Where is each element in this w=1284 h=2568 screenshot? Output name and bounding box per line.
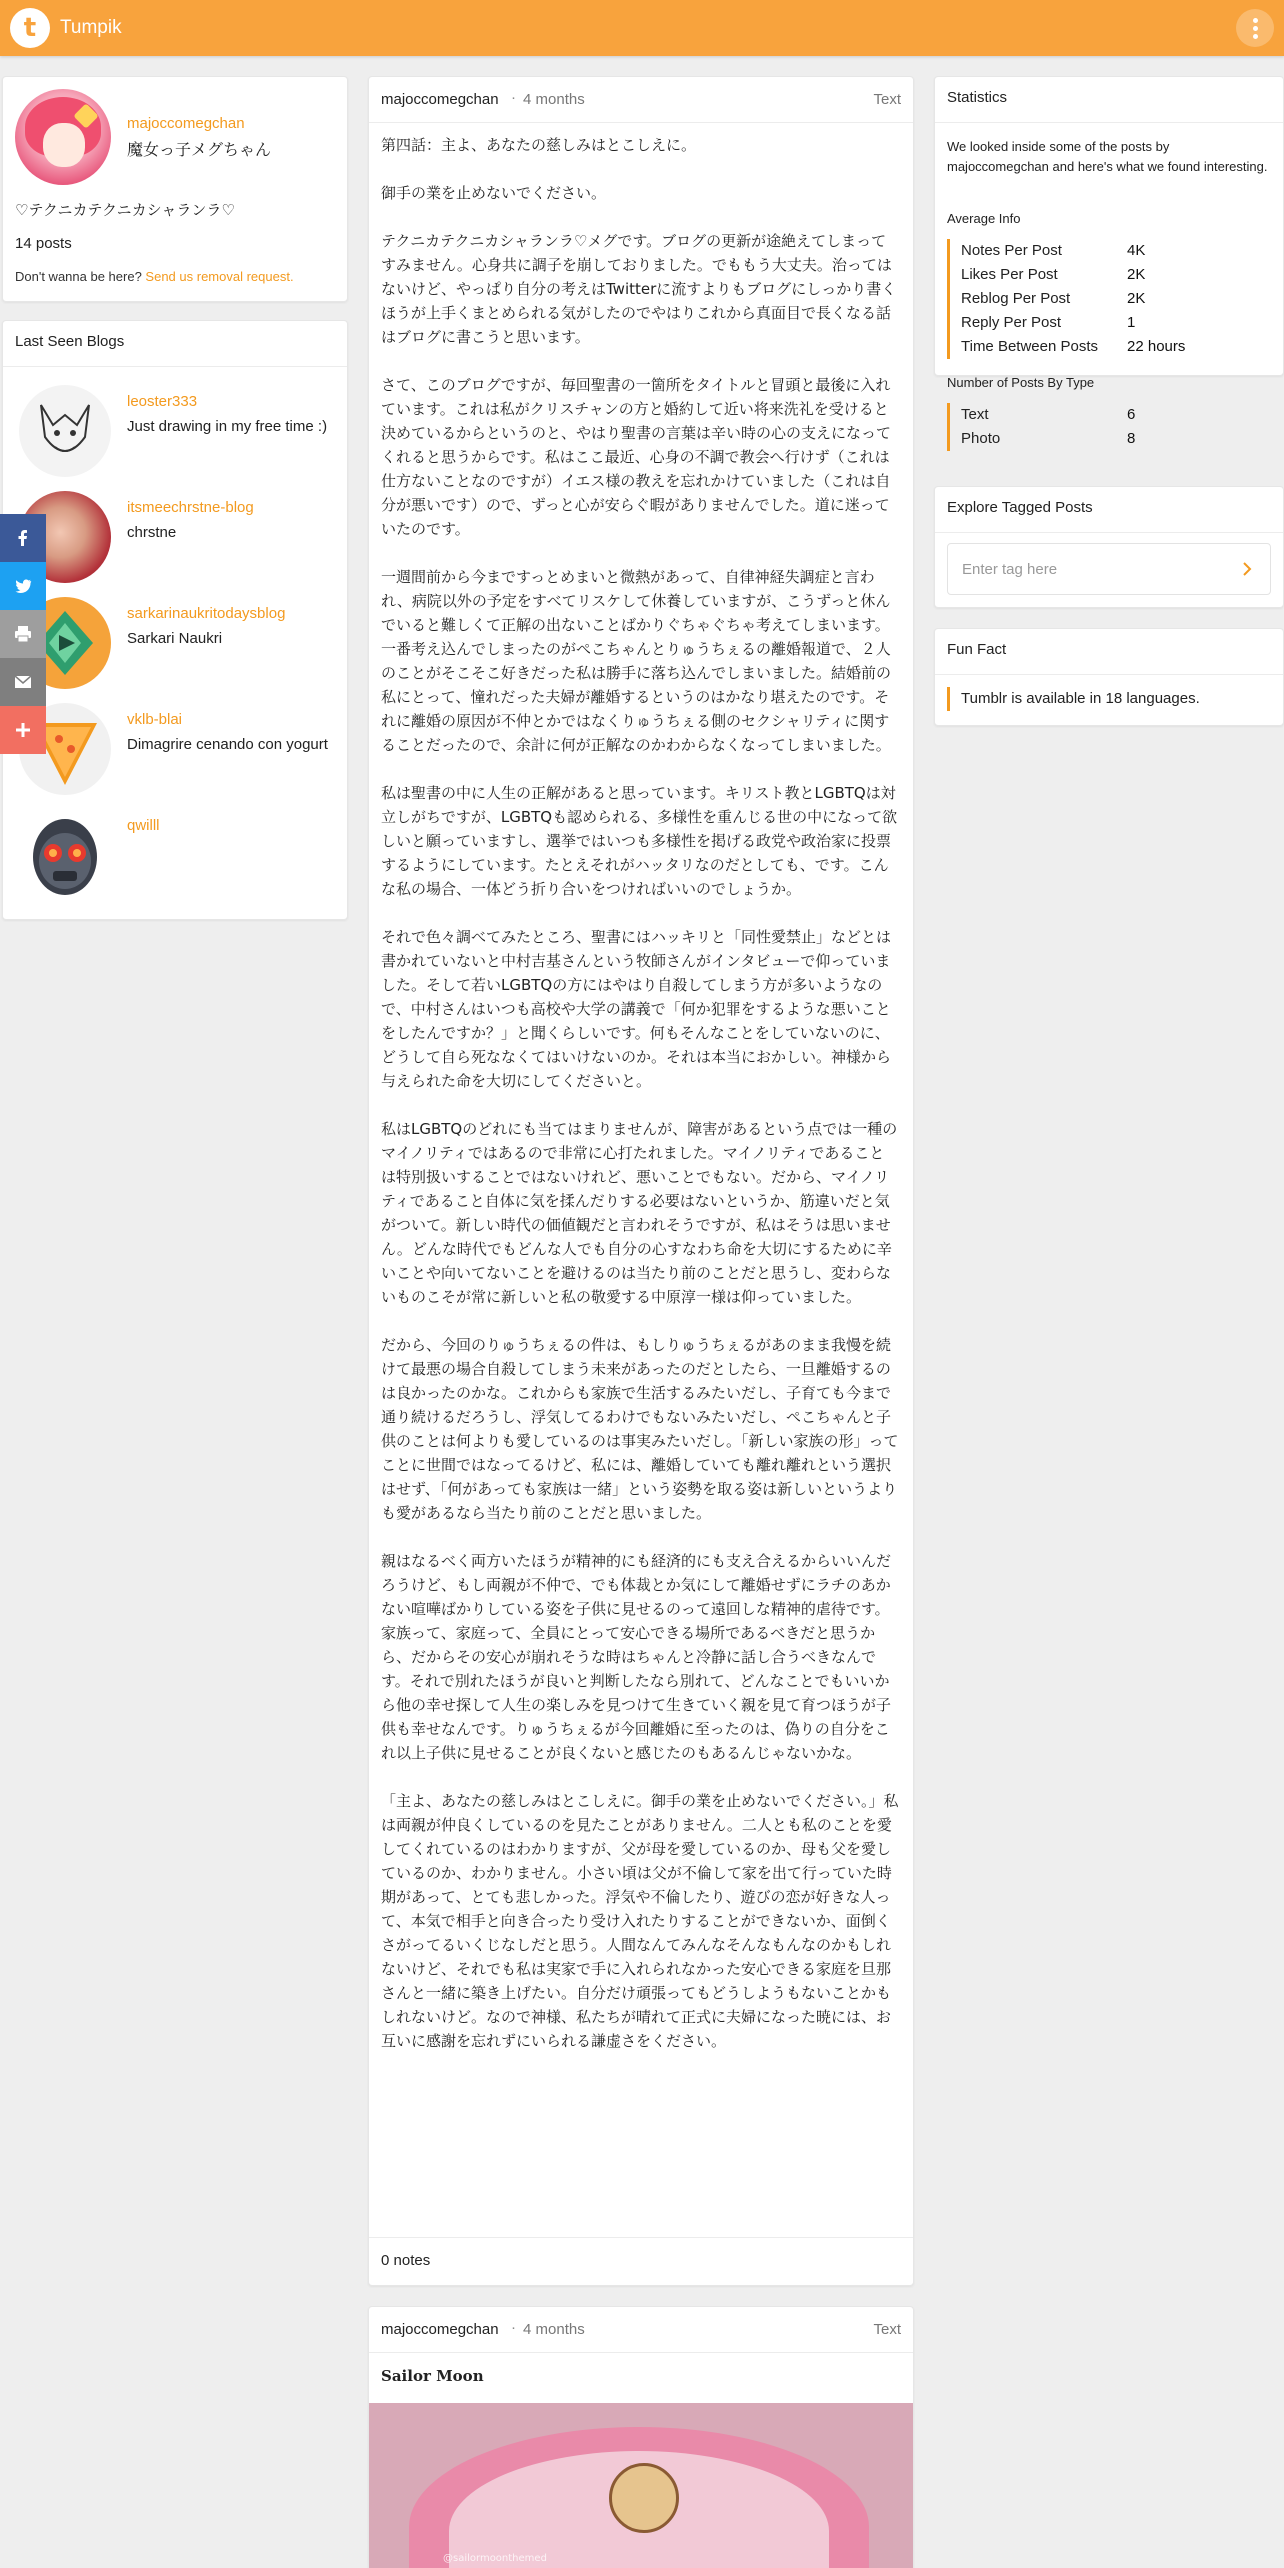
post-paragraph: 第四話：主よ、あなたの慈しみはとこしえに。 — [381, 136, 697, 154]
statistics-intro: We looked inside some of the posts by majoccomegchan and here's what we found interesting. — [947, 139, 1268, 174]
post-header — [369, 77, 913, 123]
tumpik-logo-icon[interactable]: t — [10, 8, 50, 48]
posts-by-type-list — [947, 403, 1135, 451]
explore-tagged-card — [934, 486, 1284, 608]
profile-post-count: 14 posts — [15, 235, 72, 252]
removal-request-link[interactable]: Send us removal request. — [145, 269, 294, 284]
print-icon — [13, 624, 33, 644]
profile-card — [2, 76, 348, 302]
blog-name-link[interactable]: vklb-blai — [127, 711, 183, 728]
post-time[interactable]: 4 months — [523, 91, 585, 108]
stat-row: Reblog Per Post 2K — [961, 290, 1146, 307]
post-paragraph: さて、このブログですが、毎回聖書の一箇所をタイトルと冒頭と最後に入れています。これは私がクリスチャンの方と婚約して近い将来洗礼を受けると決めているからというのと、やはり聖書の言葉は辛い時の心の支えになってくれると思うからです。私はここ最近、心身の不調で教会へ行けず（これは仕方ないことなのですが）イエス様の教えを忘れかけていました（これは自分が悪いです）ので、ずっと心が安らぐ暇がありませんでした。道に迷っていたのです。 — [381, 376, 892, 538]
post-header — [369, 2307, 913, 2353]
post-body — [369, 123, 913, 2053]
more-share-button[interactable] — [0, 706, 46, 754]
posts-by-type-label: Number of Posts By Type — [947, 375, 1095, 390]
stat-row: Likes Per Post 2K — [961, 266, 1146, 283]
blog-description: Just drawing in my free time :) — [127, 418, 328, 435]
post-type-label: Text — [873, 91, 901, 108]
post-card — [368, 2306, 914, 2568]
statistics-card — [934, 76, 1284, 447]
share-bar — [0, 514, 46, 754]
fun-fact-card — [934, 628, 1284, 726]
post-paragraph: 私は聖書の中に人生の正解があると思っています。キリスト教とLGBTQは対立しがちですが、LGBTQも認められる、多様性を重んじる世の中になって欲しいと願っていますし、選挙ではいつも多様性を掲げる政党や政治家に投票するようにしています。たとえそれがハッタリなのだとしても、です。こんな私の場合、一体どう折り合いをつければいいのでしょうか。 — [381, 784, 898, 898]
email-icon — [13, 672, 33, 692]
post-separator: · — [511, 2319, 516, 2336]
profile-description: ♡テクニカテクニカシャランラ♡ — [15, 201, 235, 219]
email-share-button[interactable] — [0, 658, 46, 706]
post-paragraph: 一週間前から今まですっとめまいと微熱があって、自律神経失調症と言われ、病院以外の予定をすべてリスケして休養していますが、こうずっと休んでいると難しくて正解の出ないことばかりぐちゃぐちゃ考えてしまいます。一番考え込んでしまったのがぺこちゃんとりゅうちぇるの離婚報道で、２人のことがそこそこ好きだった私は勝手に落ち込んでしまいました。結婚前の私にとって、憧れだった夫婦が離婚するというのはかなり堪えたのです。それに離婚の原因が不仲とかではなくりゅうちぇる側のセクシャリティに関することだったので、余計に何が正解なのかわからなくなってしまいました。 — [381, 568, 892, 754]
stat-row: Reply Per Post 1 — [961, 314, 1136, 331]
kebab-dot-icon — [1253, 18, 1258, 23]
blog-description: Sarkari Naukri — [127, 630, 223, 647]
post-author-link[interactable]: majoccomegchan — [381, 91, 499, 108]
blog-item[interactable] — [3, 799, 349, 905]
post-paragraph: 「主よ、あなたの慈しみはとこしえに。御手の業を止めないでください。」私は両親が仲良くしているのを見たことがありません。二人とも私のことを愛してくれているのはわかりますが、父が母を愛しているのか、母も父を愛しているのか、わかりません。小さい頃は父が不倫して家を出て行っていた時期があって、とても悲しかった。浮気や不倫したり、遊びの恋が好きな人って、本気で相手と向き合ったり受け入れたりすることができないか、面倒くさがってるいくじなしだと思う。人間なんてみんなそんなもんなのかもしれないけど、それでも私は実家で手に入れられなかった安心できる家庭を旦那さんと一緒に築き上げたい。自分だけ頑張ってもどうしようもないことかもしれないけど。なので神様、私たちが晴れて正式に夫婦になった暁には、お互いに感謝を忘れずにいられる謙虚さをください。 — [381, 1792, 899, 2050]
average-info-list — [947, 239, 1185, 359]
blog-name-link[interactable]: itsmeechrstne-blog — [127, 499, 254, 516]
stat-row: Photo 8 — [961, 430, 1136, 447]
explore-tagged-title: Explore Tagged Posts — [935, 487, 1283, 533]
post-card — [368, 76, 914, 2286]
facebook-icon — [13, 528, 33, 548]
kebab-dot-icon — [1253, 34, 1258, 39]
blog-name-link[interactable]: leoster333 — [127, 393, 198, 410]
brand-name[interactable]: Tumpik — [60, 17, 122, 38]
fun-fact-text: Tumblr is available in 18 languages. — [947, 687, 1200, 711]
tag-search-box — [947, 543, 1271, 595]
statistics-title: Statistics — [935, 77, 1283, 123]
image-watermark: @sailormoonthemed — [443, 2553, 547, 2564]
blog-item[interactable] — [3, 693, 349, 799]
post-author-link[interactable]: majoccomegchan — [381, 2321, 499, 2338]
post-time[interactable]: 4 months — [523, 2321, 585, 2338]
statistics-blog-name[interactable]: majoccomegchan — [947, 159, 1049, 174]
post-paragraph: だから、今回のりゅうちぇるの件は、もしりゅうちぇるがあのまま我慢を続けて最悪の場合自殺してしまう未来があったのだとしたら、一旦離婚するのは良かったのかな。これからも家族で生活するみたいだし、子育ても今まで通り続けるだろうし、浮気してるわけでもないみたいだし、ぺこちゃんと子供のことは何よりも愛しているのは事実みたいだし。「新しい家族の形」ってことに世間ではなってるけど、私には、離婚していても離れ離れという選択はせず、「何があっても家族は一緒」という姿勢を取る姿は新しいというよりも愛があるなら当たり前のことだと思いました。 — [381, 1336, 899, 1522]
post-notes-count[interactable]: 0 notes — [369, 2237, 913, 2285]
blog-description: Dimagrire cenando con yogurt — [127, 736, 328, 753]
removal-notice — [15, 269, 294, 284]
facebook-share-button[interactable] — [0, 514, 46, 562]
post-paragraph: それで色々調べてみたところ、聖書にはハッキリと「同性愛禁止」などとは書かれていないと中村吉基さんという牧師さんがインタビューで仰っていました。そして若いLGBTQの方にはやはり自殺してしまう方が多いようなので、中村さんはいつも高校や大学の講義で「何か犯罪をするような悪いことをしたんですか？」と聞くらしいです。何もそんなことをしていないのに、どうして自ら死ななくてはいけないのか。それは本当におかしい。神様から与えられた命を大切にしてくださいと。 — [381, 928, 892, 1090]
tag-input[interactable] — [948, 544, 1218, 594]
twitter-icon — [13, 576, 33, 596]
last-seen-blogs-card — [2, 320, 348, 920]
more-menu-button[interactable] — [1236, 9, 1274, 47]
print-share-button[interactable] — [0, 610, 46, 658]
blog-avatar[interactable] — [19, 809, 111, 901]
plus-icon — [13, 720, 33, 740]
profile-name-link[interactable]: majoccomegchan — [127, 115, 245, 132]
stat-row: Time Between Posts 22 hours — [961, 338, 1186, 355]
last-seen-title: Last Seen Blogs — [3, 321, 347, 367]
blog-name-link[interactable]: qwilll — [127, 817, 160, 834]
post-title: Sailor Moon — [381, 2367, 484, 2385]
blog-description: chrstne — [127, 524, 177, 541]
post-paragraph: 御手の業を止めないでください。 — [381, 184, 607, 202]
tag-search-button[interactable] — [1234, 556, 1260, 582]
stat-row: Notes Per Post 4K — [961, 242, 1146, 259]
blog-item[interactable] — [3, 481, 349, 587]
kebab-dot-icon — [1253, 26, 1258, 31]
post-paragraph: テクニカテクニカシャランラ♡メグです。ブログの更新が途絶えてしまってすみません。心身共に調子を崩しておりました。でももう大丈夫。治ってはないけど、やっぱり自分の考えはTwitterに流すよりもブログにしっかり書くほうが上手くまとめられる気がしたのでやはりこれから真面目で長くなる話はブログに書こうと思います。 — [381, 232, 897, 346]
blog-name-link[interactable]: sarkarinaukritodaysblog — [127, 605, 286, 622]
blog-avatar[interactable] — [19, 385, 111, 477]
blog-item[interactable] — [3, 375, 349, 481]
top-bar — [0, 0, 1284, 56]
chevron-right-icon — [1238, 560, 1256, 578]
twitter-share-button[interactable] — [0, 562, 46, 610]
post-type-label: Text — [873, 2321, 901, 2338]
fun-fact-title: Fun Fact — [935, 629, 1283, 675]
post-image[interactable] — [369, 2403, 914, 2568]
removal-prefix: Don't wanna be here? — [15, 269, 142, 284]
profile-title: 魔女っ子メグちゃん — [127, 140, 272, 159]
post-separator: · — [511, 89, 516, 106]
post-paragraph: 親はなるべく両方いたほうが精神的にも経済的にも支え合えるからいいんだろうけど、もし両親が不仲で、でも体裁とか気にして離婚せずにラチのあかない喧嘩ばかりしている姿を子供に見せるのって遠回しな精神的虐待です。家族って、家庭って、全員にとって安心できる場所であるべきだと思うから、だからその安心が崩れそうな時はちゃんと冷静に話し合うべきなんです。それで別れたほうが良いと判断したなら別れて、どんなことでもいいから他の幸せ探して人生の楽しみを見つけて生きていく親を見て育つほうが子供も幸せなんです。りゅうちぇるが今回離婚に至ったのは、偽りの自分をこれ以上子供に見せることが良くないと感じたのもあるんじゃないかな。 — [381, 1552, 892, 1762]
blog-item[interactable] — [3, 587, 349, 693]
average-info-label: Average Info — [947, 211, 1021, 226]
stat-row: Text 6 — [961, 406, 1136, 423]
post-paragraph: 私はLGBTQのどれにも当てはまりませんが、障害があるという点では一種のマイノリティではあるので非常に心打たれました。マイノリティであることは特別扱いすることではないけれど、悪いことでもない。だから、マイノリティであること自体に気を揉んだりする必要はないというか、筋違いだと気がついて。新しい時代の価値観だと言われそうですが、私はそうは思いません。どんな時代でもどんな人でも自分の心すなわち命を大切にするために辛いことや向いてないことを避けるのは当たり前のことだと思うし、変わらないものこそが常に新しいと私の敬愛する中原淳一様は仰っていました。 — [381, 1120, 898, 1306]
profile-avatar[interactable] — [15, 89, 111, 185]
